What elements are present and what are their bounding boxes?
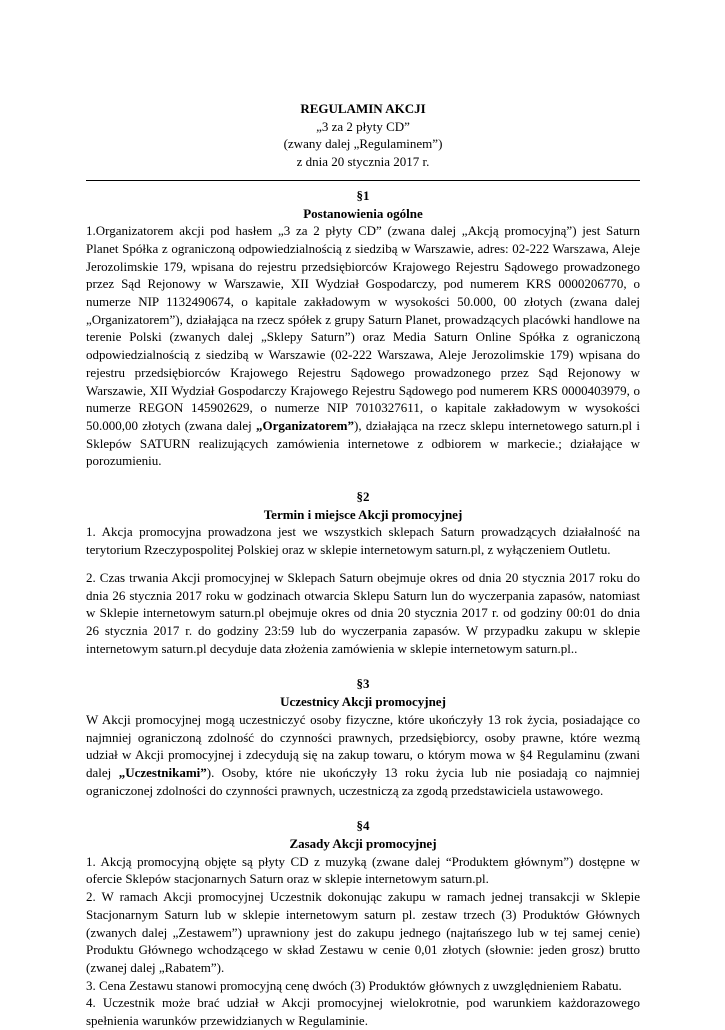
section-number: §1: [356, 187, 370, 203]
spacer: [86, 657, 640, 675]
section-2: [86, 488, 640, 657]
spacer: [86, 559, 640, 569]
section-paragraph: 1. Akcja promocyjna prowadzona jest we wszystkich sklepach Saturn prowadzących działalność na terytorium Rzeczypospolitej Polskiej oraz w sklepie internetowym saturn.pl, z wyłączeniem Outletu.: [86, 524, 640, 558]
document-page: [86, 100, 640, 1030]
title-divider: [86, 180, 640, 181]
section-3: [86, 675, 640, 799]
paragraph-text: ), działająca na rzecz sklepu internetowego saturn.pl i Sklepów SATURN realizujących zamówienia internetowe z odbiorem w markecie.; działające w porozumieniu.: [86, 417, 640, 469]
section-paragraph: [86, 222, 640, 470]
section-1: [86, 187, 640, 470]
section-paragraph: 2. W ramach Akcji promocyjnej Uczestnik dokonując zakupu w ramach jednej transakcji w Sklepie Stacjonarnym Saturn lub w sklepie internetowym saturn pl. zestaw trzech (3) Produktów Głównych (zwanych dalej „Zestawem”) uprawniony jest do zakupu jednego (najtańszego lub w tej samej cenie) Produktu Głównego wchodzącego w skład Zestawu w cenie 0,01 złotych (słownie: jeden grosz) brutto (zwanej dalej „Rabatem”).: [86, 889, 640, 975]
document-title: REGULAMIN AKCJI: [300, 101, 426, 116]
section-number: §3: [356, 676, 370, 692]
section-paragraph: 2. Czas trwania Akcji promocyjnej w Sklepach Saturn obejmuje okres od dnia 20 stycznia 2017 roku do dnia 26 stycznia 2017 roku w godzinach otwarcia Sklepu Saturn lun do wyczerpania zapasów, natomiast w Sklepie internetowym saturn.pl obejmuje okres od dnia 20 stycznia 2017 r. od godziny 00:01 do dnia 26 stycznia 2017 r. do godziny 23:59 lub do wyczerpania zapasów. W przypadku zakupu w sklepie internetowym saturn.pl decyduje data złożenia zamówienia w sklepie internetowym saturn.pl..: [86, 569, 640, 656]
document-alias: (zwany dalej „Regulaminem”): [283, 136, 443, 152]
section-paragraph: 1. Akcją promocyjną objęte są płyty CD z muzyką (zwane dalej “Produktem głównym”) dostępne w ofercie Sklepów stacjonarnych Saturn oraz w sklepie internetowym saturn.pl.: [86, 853, 640, 887]
section-number: §2: [356, 489, 370, 505]
section-title: Zasady Akcji promocyjnej: [289, 836, 437, 852]
paragraph-text: 1.Organizatorem akcji pod hasłem „3 za 2 płyty CD” (zwana dalej „Akcją promocyjną”) jest Saturn Planet Spółka z ograniczoną odpowiedzialnością z siedzibą w Warszawie, adres: 02-222 Warszawa, Aleje Jerozolimskie 179, wpisana do rejestru przedsiębiorców Krajowego Rejestru Sądowego prowadzonego przez Sąd Rejonowy w Warszawie, XII Wydział Gospodarczy, pod numerem KRS 0000206770, o numerze NIP 1132490674, o kapitale zakładowym w wysokości 50.000, 00 złotych (zwana dalej „Organizatorem”), działająca na rzecz spółek z grupy Saturn Planet, prowadzących placówki handlowe na terenie Polski (zwanych dalej „Sklepy Saturn”) oraz Media Saturn Online Spółka z ograniczoną odpowiedzialnością z siedzibą w Warszawie (02-222 Warszawa, Aleje Jerozolimskie 179) wpisana do rejestru przedsiębiorców Krajowego Rejestru Sądowego prowadzonego przez Sąd Rejonowy w Warszawie, XII Wydział Gospodarczy Krajowego Rejestru Sądowego pod numerem KRS 0000403979, o numerze REGON 145902629, o numerze NIP 7010327611, o kapitale zakładowym w wysokości 50.000,00 złotych (zwana dalej: [86, 223, 640, 433]
title-block: [86, 100, 640, 171]
section-paragraph: 4. Uczestnik może brać udział w Akcji promocyjnej wielokrotnie, pod warunkiem każdorazowego spełnienia warunków przewidzianych w Regulaminie.: [86, 995, 640, 1029]
paragraph-bold-term: „Organizatorem”: [256, 417, 355, 433]
paragraph-text: W Akcji promocyjnej mogą uczestniczyć osoby fizyczne, które ukończyły 13 rok życia, posiadające co najmniej ograniczoną zdolność do czynności prawnych, przedsiębiorcy, osoby prawne, które wezmą udział w Akcji promocyjnej i zdecydują się na zakup towaru, o którym mowa w §4 Regulaminu (zwani dalej: [86, 711, 640, 780]
document-subtitle: „3 za 2 płyty CD”: [316, 118, 410, 134]
spacer: [86, 470, 640, 488]
section-4: [86, 817, 640, 1029]
spacer: [86, 799, 640, 817]
paragraph-bold-term: „Uczestnikami”: [118, 764, 207, 780]
section-title: Postanowienia ogólne: [303, 205, 423, 221]
paragraph-text: ). Osoby, które nie ukończyły 13 roku życia lub nie posiadają co najmniej ograniczonej zdolności do czynności prawnych, uczestniczą za zgodą przedstawiciela ustawowego.: [86, 764, 641, 798]
section-title: Termin i miejsce Akcji promocyjnej: [263, 506, 463, 522]
section-paragraph: [86, 711, 640, 800]
section-paragraph: 3. Cena Zestawu stanowi promocyjną cenę dwóch (3) Produktów głównych z uwzględnieniem Rabatu.: [86, 977, 622, 993]
section-title: Uczestnicy Akcji promocyjnej: [280, 694, 446, 710]
document-date: z dnia 20 stycznia 2017 r.: [296, 154, 430, 170]
section-number: §4: [356, 818, 370, 834]
